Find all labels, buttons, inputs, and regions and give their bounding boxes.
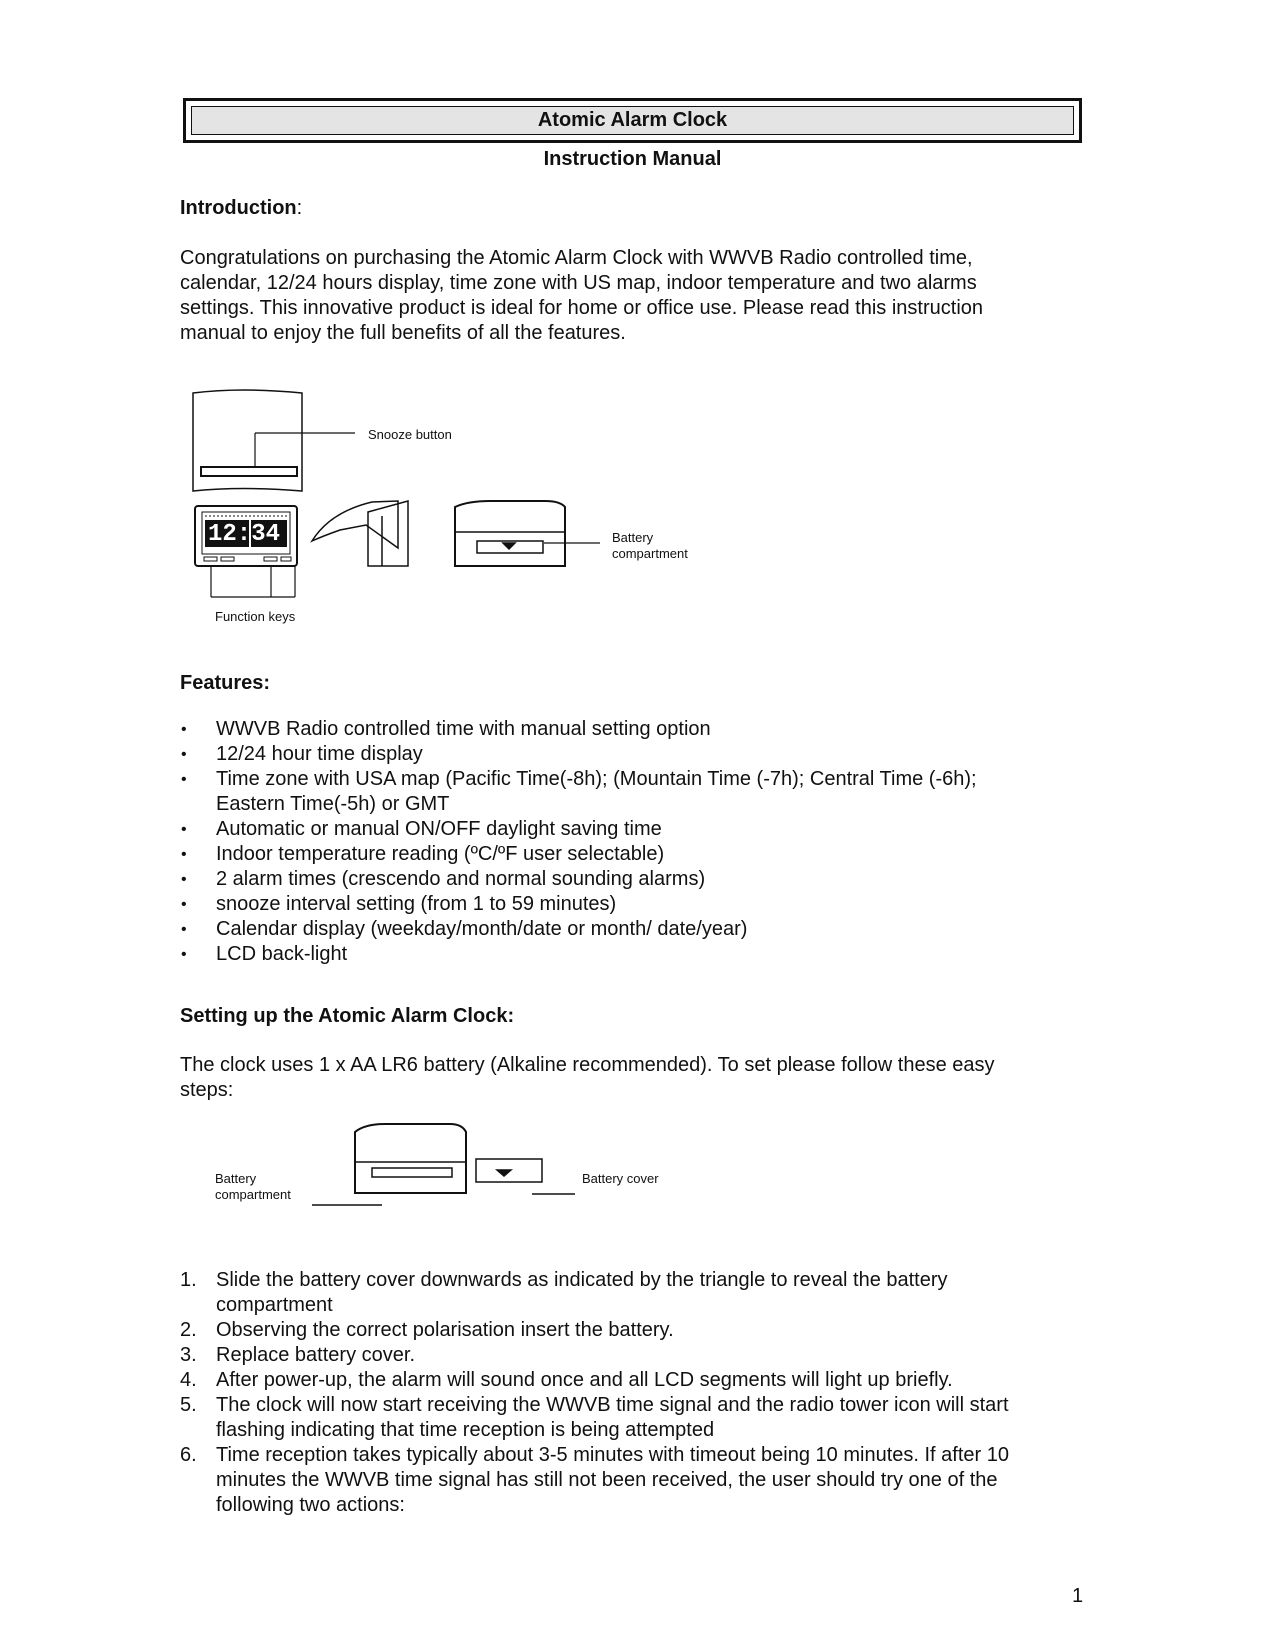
features-heading: Features: (180, 672, 271, 694)
lcd-time-text: 12:34 (208, 521, 281, 548)
feature-item (180, 842, 1090, 867)
feature-text: WWVB Radio controlled time with manual setting option (216, 718, 711, 740)
feature-text: Automatic or manual ON/OFF daylight saving time (216, 818, 662, 840)
step-number: 4. (180, 1369, 197, 1391)
clock-side-view (312, 501, 408, 566)
step-item (180, 1393, 1090, 1443)
feature-text: 12/24 hour time display (216, 743, 423, 765)
step-text: Slide the battery cover downwards as indicated by the triangle to reveal the battery (216, 1269, 948, 1291)
step-item (180, 1318, 1090, 1343)
intro-line: manual to enjoy the full benefits of all the features. (180, 322, 626, 344)
step-number: 3. (180, 1344, 197, 1366)
battery-label-line: compartment (612, 546, 688, 561)
feature-text: snooze interval setting (from 1 to 59 minutes) (216, 893, 617, 915)
step-text: After power-up, the alarm will sound once and all LCD segments will light up briefly. (216, 1369, 953, 1391)
step-item (180, 1368, 1090, 1393)
feature-item (180, 917, 1090, 942)
feature-text: Time zone with USA map (Pacific Time(-8h); (Mountain Time (-7h); Central Time (-6h); (216, 768, 977, 790)
step-text: Replace battery cover. (216, 1344, 415, 1366)
battery-compartment-label (612, 530, 688, 562)
page-number: 1 (1072, 1585, 1084, 1607)
battery-label-line: Battery (215, 1171, 257, 1186)
clock-front-view (195, 506, 297, 597)
step-text: Time reception takes typically about 3-5 minutes with timeout being 10 minutes. If after 10 (216, 1444, 1009, 1466)
step-item (180, 1268, 1090, 1318)
setup-heading: Setting up the Atomic Alarm Clock: (180, 1005, 515, 1027)
feature-item (180, 892, 1090, 917)
battery-figure (312, 1124, 575, 1205)
feature-text: Indoor temperature reading (ºC/ºF user selectable) (216, 843, 665, 865)
bullet-glyph: • (181, 921, 187, 938)
intro-line: Congratulations on purchasing the Atomic Alarm Clock with WWVB Radio controlled time, (180, 247, 973, 269)
step-number: 5. (180, 1394, 197, 1416)
bullet-glyph: • (181, 721, 187, 738)
introduction-heading-colon: : (296, 197, 303, 219)
battery-label-line: compartment (215, 1187, 291, 1202)
step-text: flashing indicating that time reception is being attempted (216, 1419, 715, 1441)
step-item (180, 1443, 1090, 1518)
step-item (180, 1343, 1090, 1368)
feature-item (180, 767, 1090, 817)
step-number: 1. (180, 1269, 197, 1291)
intro-line: calendar, 12/24 hours display, time zone with US map, indoor temperature and two alarms (180, 272, 977, 294)
setup-line: steps: (180, 1079, 234, 1101)
setup-paragraph (180, 1053, 1080, 1103)
snooze-button-label: Snooze button (368, 427, 452, 442)
feature-item (180, 942, 1090, 967)
step-text: compartment (216, 1294, 333, 1316)
battery-cover-label: Battery cover (582, 1171, 659, 1186)
step-text: following two actions: (216, 1494, 405, 1516)
introduction-heading-text: Introduction (180, 197, 297, 219)
bullet-glyph: • (181, 771, 187, 788)
bullet-glyph: • (181, 871, 187, 888)
step-text: The clock will now start receiving the WWVB time signal and the radio tower icon will start (216, 1394, 1009, 1416)
feature-text: Eastern Time(-5h) or GMT (216, 793, 450, 815)
feature-text: LCD back-light (216, 943, 348, 965)
step-text: Observing the correct polarisation insert the battery. (216, 1319, 674, 1341)
document-title: Atomic Alarm Clock (191, 106, 1074, 135)
feature-text: 2 alarm times (crescendo and normal sounding alarms) (216, 868, 706, 890)
setup-steps-list (180, 1268, 1090, 1518)
battery-label-line: Battery (612, 530, 654, 545)
feature-item (180, 817, 1090, 842)
battery-compartment-label-2 (215, 1171, 291, 1203)
bullet-glyph: • (181, 821, 187, 838)
features-list (180, 717, 1090, 967)
feature-item (180, 867, 1090, 892)
feature-item (180, 742, 1090, 767)
bullet-glyph: • (181, 846, 187, 863)
step-number: 6. (180, 1444, 197, 1466)
step-text: minutes the WWVB time signal has still not been received, the user should try one of the (216, 1469, 998, 1491)
intro-line: settings. This innovative product is ideal for home or office use. Please read this instruction (180, 297, 984, 319)
bullet-glyph: • (181, 946, 187, 963)
feature-item (180, 717, 1090, 742)
setup-line: The clock uses 1 x AA LR6 battery (Alkaline recommended). To set please follow these easy (180, 1054, 995, 1076)
step-number: 2. (180, 1319, 197, 1341)
feature-text: Calendar display (weekday/month/date or month/ date/year) (216, 918, 748, 940)
document-subtitle: Instruction Manual (543, 148, 722, 170)
bullet-glyph: • (181, 896, 187, 913)
bullet-glyph: • (181, 746, 187, 763)
clock-top-view (193, 390, 355, 491)
function-keys-label: Function keys (215, 609, 296, 624)
clock-back-view (455, 501, 600, 566)
